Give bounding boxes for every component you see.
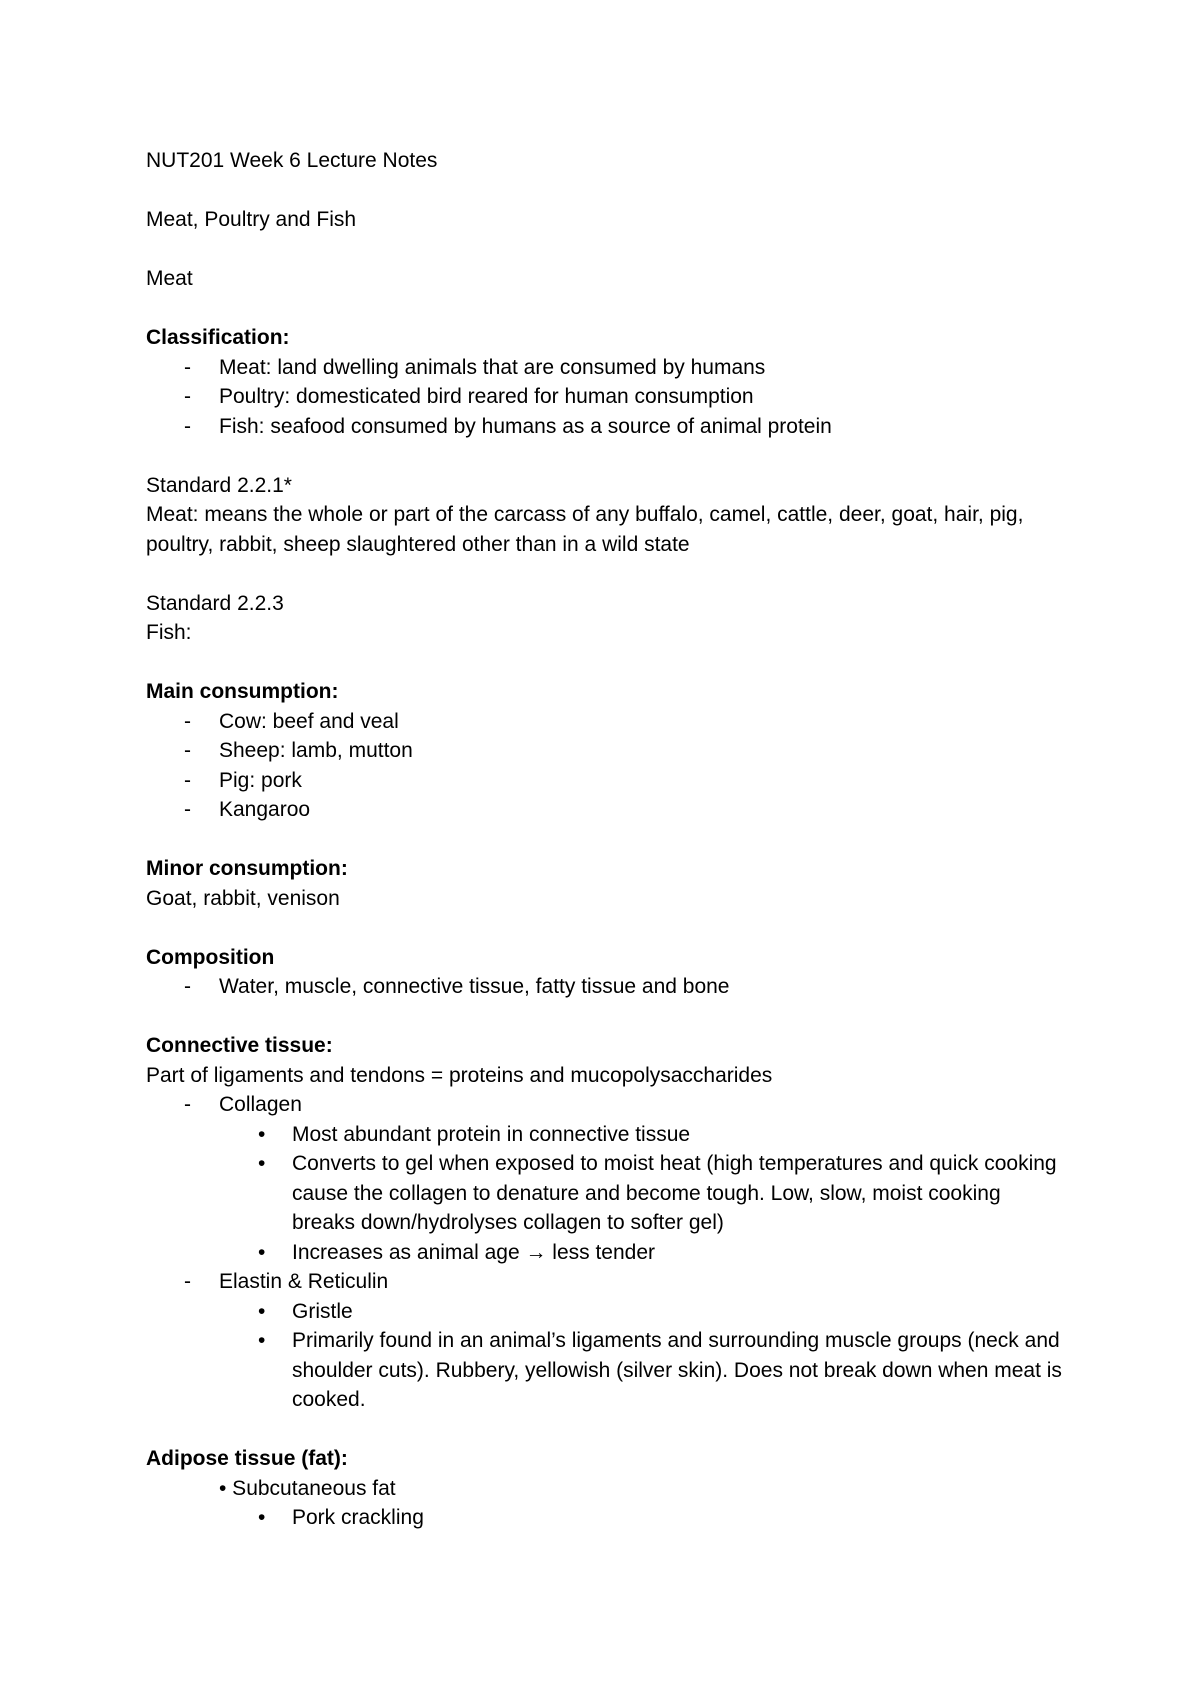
standard-label: Standard 2.2.1*: [146, 473, 292, 497]
elastin-label: Elastin & Reticulin: [219, 1270, 389, 1293]
standard-text: Fish:: [146, 621, 192, 644]
minor-consumption-text: Goat, rabbit, venison: [146, 886, 340, 910]
main-consumption-heading: Main consumption:: [146, 680, 339, 703]
standard-text: Meat: means the whole or part of the carcass of any buffalo, camel, cattle, deer, goat, hair, pig, poultry, rabbit, sheep slaughtered other than in a wild state: [146, 503, 1024, 556]
list-item: [146, 1090, 1066, 1120]
elastin-point-text: Gristle: [292, 1299, 353, 1323]
collagen-point-text: Converts to gel when exposed to moist heat (high temperatures and quick cooking cause the collagen to denature and become tough. Low, slow, moist cooking breaks down/hydrolyses collagen to softer gel): [292, 1152, 1057, 1234]
list-item: [146, 1326, 1066, 1415]
adipose-point-text: Pork crackling: [292, 1506, 424, 1529]
list-item: [146, 766, 1066, 796]
dash-marker: -: [184, 709, 191, 733]
dash-marker: -: [184, 1270, 191, 1293]
dash-marker: -: [184, 798, 191, 821]
composition-heading: Composition: [146, 945, 275, 969]
list-item: [146, 382, 1066, 412]
bullet-marker: •: [258, 1122, 266, 1146]
consumption-item-text: Cow: beef and veal: [219, 709, 399, 733]
dash-marker: -: [184, 355, 191, 379]
list-item: [146, 1267, 1066, 1297]
dash-marker: -: [184, 414, 191, 438]
collagen-point-text: Increases as animal age → less tender: [292, 1240, 656, 1264]
classification-item-text: Fish: seafood consumed by humans as a source of animal protein: [219, 414, 832, 438]
bullet-marker: •: [258, 1329, 266, 1352]
list-item: [146, 1238, 1066, 1268]
minor-consumption-heading: Minor consumption:: [146, 857, 348, 880]
dash-marker: -: [184, 1093, 191, 1116]
bullet-marker: •: [258, 1152, 266, 1175]
list-item: [146, 1503, 1066, 1533]
doc-subtitle: Meat, Poultry and Fish: [146, 208, 357, 231]
elastin-point-text: Primarily found in an animal’s ligaments and surrounding muscle groups (neck and shoulder cuts). Rubbery, yellowish (silver skin). Does not break down when meat is cooked.: [292, 1329, 1062, 1411]
collagen-label: Collagen: [219, 1093, 302, 1116]
list-item: [146, 736, 1066, 766]
collagen-point-text: Most abundant protein in connective tissue: [292, 1122, 691, 1146]
consumption-item-text: Pig: pork: [219, 768, 302, 792]
bullet-marker: •: [258, 1506, 266, 1529]
classification-heading: Classification:: [146, 326, 290, 349]
consumption-item-text: Kangaroo: [219, 798, 311, 821]
list-item: [146, 795, 1066, 825]
adipose-subheading: • Subcutaneous fat: [219, 1476, 396, 1500]
connective-tissue-heading: Connective tissue:: [146, 1034, 333, 1057]
list-item: [146, 707, 1066, 737]
adipose-heading: Adipose tissue (fat):: [146, 1447, 348, 1470]
list-item: [146, 972, 1066, 1002]
consumption-item-text: Sheep: lamb, mutton: [219, 739, 413, 762]
document-body: [146, 146, 1066, 1533]
classification-item-text: Meat: land dwelling animals that are consumed by humans: [219, 355, 766, 379]
standard-label: Standard 2.2.3: [146, 591, 284, 615]
dash-marker: -: [184, 739, 191, 762]
dash-marker: -: [184, 385, 191, 408]
bullet-marker: •: [258, 1299, 266, 1323]
list-item: [146, 353, 1066, 383]
dash-marker: -: [184, 975, 191, 998]
list-item: [146, 1149, 1066, 1238]
classification-item-text: Poultry: domesticated bird reared for human consumption: [219, 385, 754, 408]
doc-title: NUT201 Week 6 Lecture Notes: [146, 149, 438, 172]
list-item: [146, 1297, 1066, 1327]
bullet-marker: •: [258, 1240, 266, 1264]
dash-marker: -: [184, 768, 191, 792]
list-item: [146, 1120, 1066, 1150]
list-item: [146, 412, 1066, 442]
section-heading: Meat: [146, 267, 193, 290]
connective-tissue-intro: Part of ligaments and tendons = proteins and mucopolysaccharides: [146, 1063, 773, 1087]
composition-item-text: Water, muscle, connective tissue, fatty tissue and bone: [219, 975, 730, 998]
